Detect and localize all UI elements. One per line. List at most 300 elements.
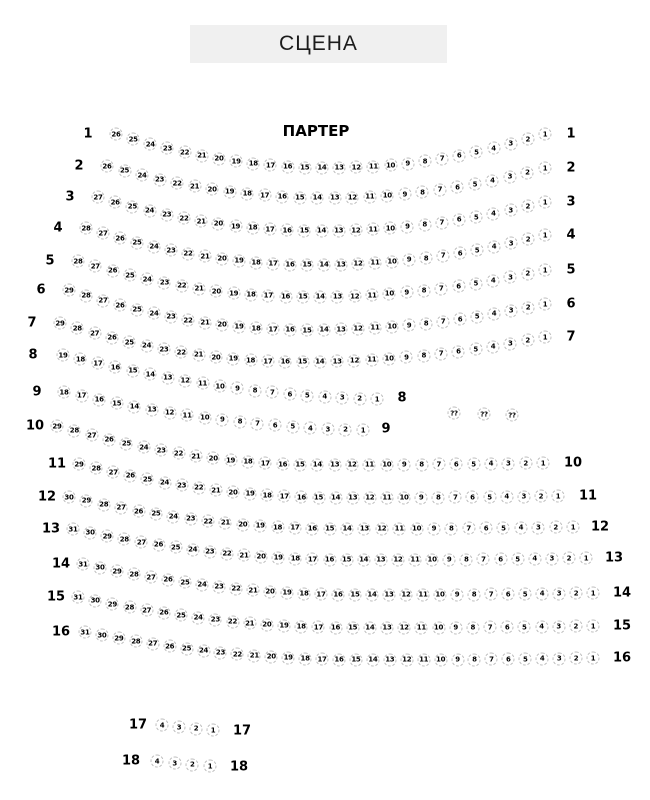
seat-r8-s12[interactable]: 12 [179, 374, 192, 387]
seat-r8-s19[interactable]: 19 [57, 349, 70, 362]
seat-r4-s8[interactable]: 8 [420, 252, 433, 265]
seat-r15-s24[interactable]: 24 [192, 611, 205, 624]
seat-r15-s2[interactable]: 2 [569, 620, 582, 633]
seat-r10-s14[interactable]: 14 [311, 458, 324, 471]
seat-r9-s6[interactable]: 6 [269, 419, 282, 432]
seat-r4-s23[interactable]: 23 [165, 244, 178, 257]
seat-r10-s1[interactable]: 1 [537, 457, 550, 470]
seat-r2-s15[interactable]: 15 [293, 191, 306, 204]
seat-r14-s8[interactable]: 8 [468, 588, 481, 601]
seat-r14-s11[interactable]: 11 [417, 588, 430, 601]
seat-r7-s4[interactable]: 4 [487, 340, 500, 353]
seat-r17-s2[interactable]: 2 [190, 722, 203, 735]
seat-r4-s17[interactable]: 17 [267, 257, 280, 270]
seat-r3-s24[interactable]: 24 [143, 204, 156, 217]
seat-r7-s16[interactable]: 16 [279, 355, 292, 368]
seat-r5-s20[interactable]: 20 [210, 285, 223, 298]
seat-r2-s16[interactable]: 16 [276, 190, 289, 203]
seat-r9-s8[interactable]: 8 [233, 415, 246, 428]
seat-r8-s3[interactable]: 3 [336, 391, 349, 404]
seat-r6-s26[interactable]: 26 [114, 299, 127, 312]
seat-r15-s27[interactable]: 27 [140, 604, 153, 617]
seat-r3-s7[interactable]: 7 [435, 216, 448, 229]
seat-r7-s8[interactable]: 8 [417, 349, 430, 362]
seat-r3-s14[interactable]: 14 [315, 224, 328, 237]
seat-r13-s10[interactable]: 10 [426, 553, 439, 566]
seat-r11-s14[interactable]: 14 [329, 491, 342, 504]
seat-r18-s4[interactable]: 4 [151, 755, 164, 768]
seat-r11-s3[interactable]: 3 [517, 490, 530, 503]
seat-r12-s16[interactable]: 16 [306, 522, 319, 535]
seat-r12-s20[interactable]: 20 [236, 518, 249, 531]
seat-r4-s16[interactable]: 16 [284, 258, 297, 271]
seat-r3-s18[interactable]: 18 [246, 221, 259, 234]
seat-r16-s12[interactable]: 12 [400, 653, 413, 666]
seat-r2-s12[interactable]: 12 [346, 191, 359, 204]
seat-r9-s2[interactable]: 2 [339, 423, 352, 436]
seat-r10-s10[interactable]: 10 [380, 458, 393, 471]
seat-r15-s16[interactable]: 16 [329, 621, 342, 634]
seat-r8-s7[interactable]: 7 [266, 386, 279, 399]
seat-r15-s11[interactable]: 11 [415, 621, 428, 634]
seat-r6-s9[interactable]: 9 [403, 319, 416, 332]
seat-r6-s21[interactable]: 21 [199, 316, 212, 329]
seat-r6-s3[interactable]: 3 [505, 304, 518, 317]
seat-r4-s13[interactable]: 13 [335, 258, 348, 271]
seat-r9-s12[interactable]: 12 [163, 406, 176, 419]
seat-r2-s6[interactable]: 6 [451, 181, 464, 194]
seat-r10-s17[interactable]: 17 [259, 457, 272, 470]
seat-r11-s8[interactable]: 8 [432, 491, 445, 504]
seat-r15-s6[interactable]: 6 [501, 621, 514, 634]
seat-r6-s28[interactable]: 28 [80, 289, 93, 302]
seat-r3-s17[interactable]: 17 [263, 223, 276, 236]
seat-r11-s1[interactable]: 1 [552, 490, 565, 503]
seat-r1-s16[interactable]: 16 [281, 160, 294, 173]
seat-r8-s17[interactable]: 17 [91, 357, 104, 370]
seat-r16-s5[interactable]: 5 [519, 653, 532, 666]
seat-r3-s11[interactable]: 11 [367, 223, 380, 236]
seat-r7-s14[interactable]: 14 [313, 355, 326, 368]
seat-r3-s25[interactable]: 25 [126, 200, 139, 213]
seat-r15-s18[interactable]: 18 [295, 620, 308, 633]
seat-r12-s27[interactable]: 27 [115, 501, 128, 514]
seat-r1-s3[interactable]: 3 [504, 137, 517, 150]
seat-r7-s12[interactable]: 12 [348, 354, 361, 367]
seat-r1-s23[interactable]: 23 [161, 142, 174, 155]
seat-r11-s17[interactable]: 17 [278, 490, 291, 503]
seat-r9-s11[interactable]: 11 [181, 409, 194, 422]
seat-r3-s15[interactable]: 15 [298, 224, 311, 237]
seat-r14-s23[interactable]: 23 [213, 580, 226, 593]
seat-r7-s2[interactable]: 2 [521, 334, 534, 347]
seat-r13-s20[interactable]: 20 [255, 550, 268, 563]
seat-r14-s27[interactable]: 27 [145, 571, 158, 584]
seat-r8-s6[interactable]: 6 [283, 388, 296, 401]
seat-r4-s6[interactable]: 6 [454, 247, 467, 260]
seat-r10-s12[interactable]: 12 [346, 458, 359, 471]
seat-r15-s7[interactable]: 7 [484, 621, 497, 634]
seat-r5-s18[interactable]: 18 [244, 288, 257, 301]
seat-r10-s11[interactable]: 11 [363, 458, 376, 471]
seat-r7-s9[interactable]: 9 [400, 351, 413, 364]
seat-r18-s2[interactable]: 2 [186, 758, 199, 771]
seat-r7-s20[interactable]: 20 [209, 351, 222, 364]
seat-r2-s23[interactable]: 23 [153, 173, 166, 186]
seat-r11-s13[interactable]: 13 [346, 491, 359, 504]
seat-r7-s5[interactable]: 5 [469, 343, 482, 356]
seat-r5-s6[interactable]: 6 [452, 280, 465, 293]
seat-r11-s20[interactable]: 20 [226, 486, 239, 499]
seat-r5-s25[interactable]: 25 [123, 269, 136, 282]
seat-r14-s1[interactable]: 1 [587, 587, 600, 600]
seat-r6-s20[interactable]: 20 [216, 318, 229, 331]
seat-r4-s14[interactable]: 14 [318, 258, 331, 271]
seat-r14-s6[interactable]: 6 [502, 588, 515, 601]
seat-r14-s20[interactable]: 20 [264, 585, 277, 598]
seat-r1-s18[interactable]: 18 [247, 157, 260, 170]
seat-r3-s6[interactable]: 6 [453, 213, 466, 226]
seat-r12-s11[interactable]: 11 [393, 522, 406, 535]
seat-r11-s2[interactable]: 2 [534, 490, 547, 503]
seat-r6-s15[interactable]: 15 [301, 324, 314, 337]
seat-r18-s3[interactable]: 3 [168, 757, 181, 770]
seat-r2-s17[interactable]: 17 [258, 189, 271, 202]
seat-r14-s17[interactable]: 17 [315, 588, 328, 601]
seat-r4-s11[interactable]: 11 [369, 256, 382, 269]
seat-r15-s31[interactable]: 31 [72, 591, 85, 604]
seat-r13-s15[interactable]: 15 [340, 553, 353, 566]
seat-r12-s13[interactable]: 13 [358, 522, 371, 535]
seat-r6-s10[interactable]: 10 [386, 320, 399, 333]
seat-r10-s28[interactable]: 28 [68, 424, 81, 437]
seat-r7-s11[interactable]: 11 [365, 353, 378, 366]
seat-r10-s5[interactable]: 5 [467, 458, 480, 471]
seat-r13-s8[interactable]: 8 [460, 553, 473, 566]
seat-r7-s26[interactable]: 26 [105, 331, 118, 344]
seat-r15-s23[interactable]: 23 [209, 613, 222, 626]
seat-r12-s5[interactable]: 5 [497, 522, 510, 535]
seat-r5-s28[interactable]: 28 [72, 255, 85, 268]
seat-r16-s18[interactable]: 18 [299, 652, 312, 665]
seat-r11-s25[interactable]: 25 [141, 473, 154, 486]
seat-r5-s8[interactable]: 8 [417, 284, 430, 297]
seat-r14-s30[interactable]: 30 [94, 561, 107, 574]
seat-r10-s13[interactable]: 13 [328, 458, 341, 471]
seat-r15-s22[interactable]: 22 [226, 615, 239, 628]
seat-r5-s19[interactable]: 19 [227, 287, 240, 300]
seat-r1-s11[interactable]: 11 [367, 160, 380, 173]
seat-r4-s3[interactable]: 3 [505, 237, 518, 250]
seat-r13-s6[interactable]: 6 [494, 553, 507, 566]
seat-r11-s29[interactable]: 29 [73, 458, 86, 471]
seat-r13-s31[interactable]: 31 [67, 523, 80, 536]
seat-r15-s19[interactable]: 19 [278, 619, 291, 632]
seat-r10-s16[interactable]: 16 [276, 458, 289, 471]
seat-r4-s25[interactable]: 25 [131, 236, 144, 249]
seat-r15-s9[interactable]: 9 [449, 621, 462, 634]
seat-r16-s25[interactable]: 25 [180, 642, 193, 655]
seat-r11-s12[interactable]: 12 [363, 491, 376, 504]
seat-r4-s21[interactable]: 21 [199, 250, 212, 263]
seat-r14-s2[interactable]: 2 [570, 587, 583, 600]
seat-r5-s15[interactable]: 15 [296, 290, 309, 303]
seat-r6-s23[interactable]: 23 [165, 310, 178, 323]
seat-r2-s14[interactable]: 14 [311, 191, 324, 204]
seat-r1-s21[interactable]: 21 [195, 149, 208, 162]
seat-r7-s6[interactable]: 6 [452, 345, 465, 358]
seat-r5-s22[interactable]: 22 [175, 279, 188, 292]
seat-r7-s22[interactable]: 22 [175, 346, 188, 359]
seat-r13-s19[interactable]: 19 [272, 551, 285, 564]
seat-r8-s8[interactable]: 8 [248, 384, 261, 397]
seat-r5-s3[interactable]: 3 [504, 271, 517, 284]
seat-r2-s18[interactable]: 18 [241, 187, 254, 200]
seat-r16-s23[interactable]: 23 [214, 646, 227, 659]
seat-r3-s13[interactable]: 13 [332, 224, 345, 237]
seat-r11-s24[interactable]: 24 [158, 476, 171, 489]
seat-r2-s8[interactable]: 8 [416, 186, 429, 199]
seat-r16-s6[interactable]: 6 [502, 653, 515, 666]
seat-r12-s6[interactable]: 6 [480, 522, 493, 535]
seat-r12-s28[interactable]: 28 [97, 498, 110, 511]
seat-r16-s3[interactable]: 3 [553, 652, 566, 665]
seat-r7-s25[interactable]: 25 [123, 336, 136, 349]
seat-r16-s31[interactable]: 31 [79, 626, 92, 639]
seat-r4-s10[interactable]: 10 [386, 255, 399, 268]
seat-r14-s28[interactable]: 28 [128, 568, 141, 581]
seat-r8-s4[interactable]: 4 [318, 390, 331, 403]
seat-r13-s9[interactable]: 9 [443, 553, 456, 566]
seat-r9-s13[interactable]: 13 [145, 403, 158, 416]
seat-r7-s27[interactable]: 27 [88, 327, 101, 340]
seat-r16-s30[interactable]: 30 [95, 629, 108, 642]
seat-r15-s14[interactable]: 14 [363, 621, 376, 634]
seat-r2-s2[interactable]: 2 [521, 166, 534, 179]
seat-r16-s8[interactable]: 8 [468, 653, 481, 666]
seat-r9-s9[interactable]: 9 [216, 413, 229, 426]
seat-r12-s22[interactable]: 22 [202, 515, 215, 528]
seat-r13-s27[interactable]: 27 [135, 536, 148, 549]
seat-r14-s26[interactable]: 26 [162, 573, 175, 586]
seat-r7-s19[interactable]: 19 [227, 352, 240, 365]
seat-r12-s24[interactable]: 24 [167, 510, 180, 523]
seat-r15-s3[interactable]: 3 [552, 620, 565, 633]
seat-r6-s12[interactable]: 12 [352, 322, 365, 335]
seat-r13-s23[interactable]: 23 [203, 545, 216, 558]
seat-r11-s10[interactable]: 10 [398, 491, 411, 504]
seat-r11-s9[interactable]: 9 [415, 491, 428, 504]
seat-r2-s7[interactable]: 7 [433, 183, 446, 196]
seat-r10-s27[interactable]: 27 [85, 429, 98, 442]
seat-r13-s22[interactable]: 22 [220, 547, 233, 560]
seat-r12-s26[interactable]: 26 [132, 505, 145, 518]
seat-r16-s26[interactable]: 26 [163, 640, 176, 653]
seat-r2-s22[interactable]: 22 [171, 177, 184, 190]
seat-r7-s1[interactable]: 1 [539, 331, 552, 344]
seat-r1-s4[interactable]: 4 [487, 142, 500, 155]
seat-r13-s13[interactable]: 13 [374, 553, 387, 566]
seat-r15-s4[interactable]: 4 [535, 620, 548, 633]
seat-r4-s28[interactable]: 28 [80, 222, 93, 235]
seat-r13-s28[interactable]: 28 [118, 533, 131, 546]
seat-r8-s1[interactable]: 1 [371, 393, 384, 406]
seat-r15-s29[interactable]: 29 [106, 598, 119, 611]
seat-r5-s10[interactable]: 10 [383, 287, 396, 300]
seat-r13-s26[interactable]: 26 [152, 538, 165, 551]
seat-r11-s21[interactable]: 21 [209, 484, 222, 497]
seat-r4-s15[interactable]: 15 [301, 258, 314, 271]
seat-r14-s21[interactable]: 21 [247, 584, 260, 597]
seat-r6-s1[interactable]: 1 [539, 298, 552, 311]
seat-r5-s7[interactable]: 7 [435, 282, 448, 295]
seat-r16-s17[interactable]: 17 [316, 653, 329, 666]
seat-r12-s4[interactable]: 4 [514, 521, 527, 534]
seat-r1-s12[interactable]: 12 [350, 161, 363, 174]
seat-r16-s4[interactable]: 4 [536, 652, 549, 665]
seat-r14-s9[interactable]: 9 [451, 588, 464, 601]
seat-r10-s19[interactable]: 19 [224, 454, 237, 467]
seat-r8-s5[interactable]: 5 [301, 389, 314, 402]
seat-r10-s9[interactable]: 9 [398, 458, 411, 471]
seat-r7-s10[interactable]: 10 [383, 352, 396, 365]
seat-r8-s16[interactable]: 16 [109, 361, 122, 374]
seat-r14-s19[interactable]: 19 [281, 586, 294, 599]
seat-r13-s4[interactable]: 4 [528, 552, 541, 565]
seat-r6-s19[interactable]: 19 [233, 320, 246, 333]
seat-r8-s11[interactable]: 11 [196, 377, 209, 390]
seat-r1-s9[interactable]: 9 [401, 157, 414, 170]
seat-r16-s13[interactable]: 13 [383, 653, 396, 666]
seat-r1-s10[interactable]: 10 [384, 159, 397, 172]
seat-r1-s8[interactable]: 8 [418, 155, 431, 168]
seat-r2-s1[interactable]: 1 [539, 162, 552, 175]
seat-r4-s2[interactable]: 2 [522, 233, 535, 246]
seat-r14-s16[interactable]: 16 [332, 588, 345, 601]
seat-r6-s8[interactable]: 8 [420, 317, 433, 330]
seat-r5-s23[interactable]: 23 [158, 276, 171, 289]
seat-r1-s25[interactable]: 25 [127, 133, 140, 146]
seat-r10-s4[interactable]: 4 [484, 457, 497, 470]
seat-r2-s25[interactable]: 25 [118, 164, 131, 177]
seat-r5-s5[interactable]: 5 [469, 277, 482, 290]
seat-r3-s5[interactable]: 5 [470, 211, 483, 224]
seat-r13-s7[interactable]: 7 [477, 553, 490, 566]
seat-r9-s3[interactable]: 3 [321, 423, 334, 436]
seat-r7-s7[interactable]: 7 [435, 347, 448, 360]
seat-r2-s20[interactable]: 20 [206, 183, 219, 196]
seat-r10-s25[interactable]: 25 [120, 437, 133, 450]
seat-r12-s29[interactable]: 29 [80, 494, 93, 507]
seat-r4-s19[interactable]: 19 [233, 254, 246, 267]
seat-r5-s26[interactable]: 26 [106, 264, 119, 277]
seat-r6-s22[interactable]: 22 [182, 314, 195, 327]
seat-r15-s10[interactable]: 10 [432, 621, 445, 634]
seat-r14-s22[interactable]: 22 [230, 582, 243, 595]
seat-r9-s15[interactable]: 15 [110, 397, 123, 410]
seat-r14-s13[interactable]: 13 [383, 588, 396, 601]
seat-r12-s9[interactable]: 9 [427, 522, 440, 535]
seat-r16-s19[interactable]: 19 [282, 651, 295, 664]
seat-r13-s18[interactable]: 18 [289, 552, 302, 565]
seat-r14-s31[interactable]: 31 [77, 558, 90, 571]
seat-r13-s17[interactable]: 17 [306, 553, 319, 566]
seat-r16-s11[interactable]: 11 [417, 653, 430, 666]
seat-r13-s29[interactable]: 29 [101, 530, 114, 543]
seat-r2-s13[interactable]: 13 [328, 191, 341, 204]
seat-r12-s10[interactable]: 10 [410, 522, 423, 535]
seat-r8-s15[interactable]: 15 [126, 364, 139, 377]
seat-r5-s1[interactable]: 1 [539, 264, 552, 277]
seat-r16-s22[interactable]: 22 [231, 648, 244, 661]
seat-r5-s11[interactable]: 11 [366, 289, 379, 302]
seat-r5-s14[interactable]: 14 [314, 290, 327, 303]
seat-r2-s26[interactable]: 26 [101, 160, 114, 173]
seat-r6-s11[interactable]: 11 [369, 321, 382, 334]
seat-r3-s2[interactable]: 2 [521, 200, 534, 213]
seat-r14-s29[interactable]: 29 [111, 565, 124, 578]
seat-r9-s14[interactable]: 14 [128, 400, 141, 413]
seat-r3-s27[interactable]: 27 [92, 191, 105, 204]
seat-r9-s17[interactable]: 17 [75, 389, 88, 402]
seat-r7-s21[interactable]: 21 [192, 348, 205, 361]
seat-r7-s17[interactable]: 17 [261, 355, 274, 368]
seat-r12-s8[interactable]: 8 [445, 522, 458, 535]
seat-r6-s25[interactable]: 25 [131, 303, 144, 316]
seat-r3-s4[interactable]: 4 [487, 207, 500, 220]
seat-r13-s21[interactable]: 21 [238, 549, 251, 562]
seat-r11-s11[interactable]: 11 [380, 491, 393, 504]
seat-r10-s26[interactable]: 26 [103, 433, 116, 446]
seat-r6-s16[interactable]: 16 [284, 323, 297, 336]
seat-r5-s13[interactable]: 13 [331, 290, 344, 303]
seat-r10-s24[interactable]: 24 [137, 441, 150, 454]
seat-r5-s16[interactable]: 16 [279, 290, 292, 303]
seat-r13-s24[interactable]: 24 [186, 543, 199, 556]
seat-r16-s21[interactable]: 21 [248, 649, 261, 662]
seat-r15-s26[interactable]: 26 [157, 606, 170, 619]
seat-r11-s28[interactable]: 28 [90, 462, 103, 475]
seat-r3-s20[interactable]: 20 [212, 217, 225, 230]
seat-r1-s22[interactable]: 22 [178, 146, 191, 159]
seat-r3-s16[interactable]: 16 [281, 224, 294, 237]
seat-r12-s12[interactable]: 12 [375, 522, 388, 535]
seat-r11-s7[interactable]: 7 [449, 491, 462, 504]
seat-r6-s18[interactable]: 18 [250, 322, 263, 335]
seat-r12-s2[interactable]: 2 [549, 521, 562, 534]
seat-r2-s5[interactable]: 5 [468, 178, 481, 191]
seat-r17-s4[interactable]: 4 [156, 719, 169, 732]
seat-r15-s20[interactable]: 20 [260, 618, 273, 631]
seat-r6-s29[interactable]: 29 [63, 284, 76, 297]
seat-r12-s14[interactable]: 14 [341, 522, 354, 535]
seat-r16-s29[interactable]: 29 [112, 632, 125, 645]
seat-r6-s2[interactable]: 2 [522, 301, 535, 314]
seat-r4-s26[interactable]: 26 [114, 232, 127, 245]
seat-r15-s13[interactable]: 13 [381, 621, 394, 634]
seat-r10-s20[interactable]: 20 [207, 452, 220, 465]
seat-r3-s9[interactable]: 9 [401, 220, 414, 233]
seat-r9-s1[interactable]: 1 [357, 424, 370, 437]
seat-r4-s12[interactable]: 12 [352, 257, 365, 270]
seat-r1-s13[interactable]: 13 [333, 161, 346, 174]
seat-r12-s15[interactable]: 15 [323, 522, 336, 535]
seat-r1-s2[interactable]: 2 [521, 133, 534, 146]
seat-r16-s10[interactable]: 10 [434, 653, 447, 666]
seat-r7-s18[interactable]: 18 [244, 354, 257, 367]
seat-r10-s18[interactable]: 18 [241, 455, 254, 468]
seat-r17-s3[interactable]: 3 [173, 721, 186, 734]
